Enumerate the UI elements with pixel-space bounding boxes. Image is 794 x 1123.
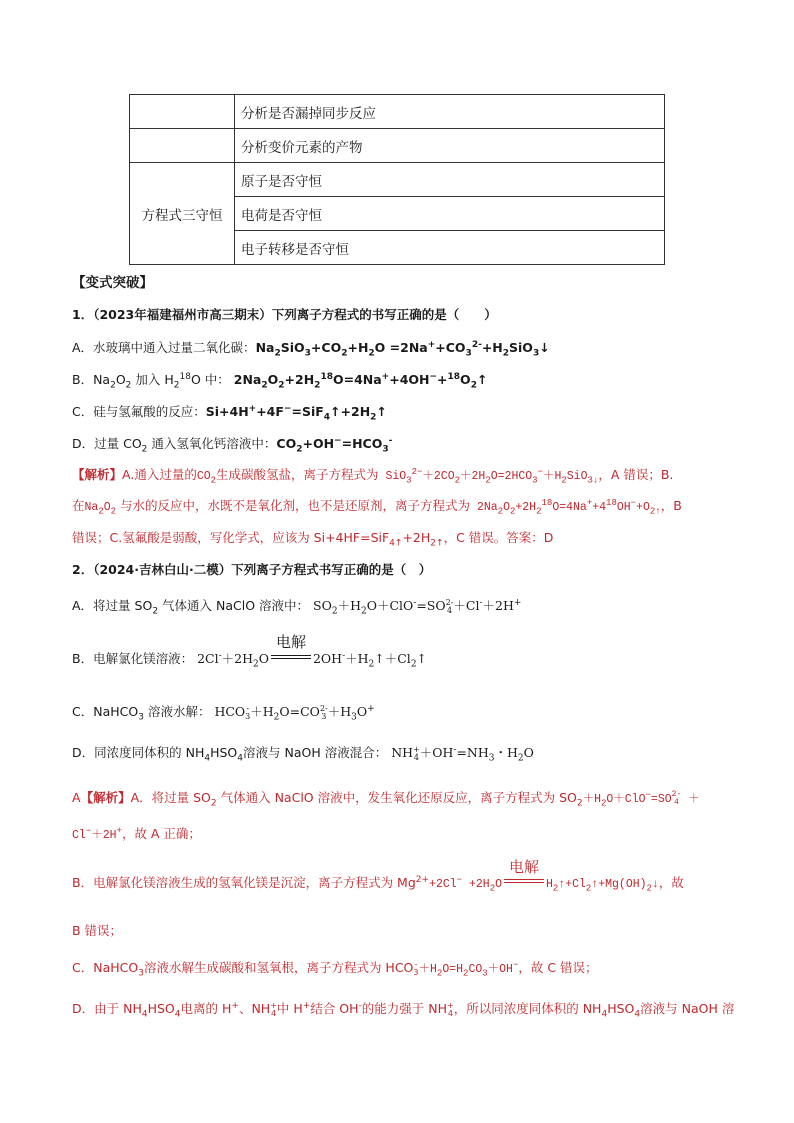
table-cell: 分析变价元素的产物 [235,129,665,163]
table-row [130,95,665,129]
q1-analysis-line3: 错误；C.氢氟酸是弱酸，写化学式，应该为 $Si+4HF=SiF_{4↑}+2H_{2↑}$，C 错误。答案：D [72,530,554,549]
table-cell-empty [130,129,235,163]
electrolysis-condition: 电解 [269,651,313,666]
q1-option-d: D．过量 $CO_2$ 通入氢氧化钙溶液中：$CO_2+OH^-=HCO_3^-$ [72,435,393,455]
q2-option-c: C．NaHCO$_3$ 溶液水解： HCO - 3 $+H_2O=CO$ 2- 3 $+H_3O^+$ [72,703,375,723]
table-category-cell: 方程式三守恒 [130,163,235,265]
q2-analysis-a-cont: Cl−＋2H+，故 A 正确； [72,826,201,842]
section-title: 【变式突破】 [72,275,153,291]
table-cell-empty [130,95,235,129]
q1-analysis-line1: 【解析】A.通入过量的$CO_2$生成碳酸氢盐，离子方程式为 $SiO_3^{2-}+2CO_2+2H_2O=2HCO_3^-+H_2SiO_{3↓}$，A 错误；B. [72,467,674,486]
q2-option-a: A．将过量 $SO_2$ 气体通入 NaClO 溶液中： $SO_2+H_2O+ClO^-=SO$ 2- 4 ＋Cl-＋2H+ [72,597,522,617]
q1-analysis-line2: 在$Na_2O_2$ 与水的反应中，水既不是氧化剂，也不是还原剂，离子方程式为 $2Na_2O_2+2H_2^{18}O=4Na^++4^{18}OH^-+O_{2↑}$，B [72,498,682,517]
summary-table [129,94,665,265]
q2-option-d: D．同浓度同体积的 $NH_4HSO_4$溶液与 NaOH 溶液混合： NH + 4 $+OH^-=NH_3$・$H_2O$ [72,744,534,764]
table-cell: 分析是否漏掉同步反应 [235,95,665,129]
q2-analysis-c: C．NaHCO$_3$溶液水解生成碳酸和氢氧根，离子方程式为 HCO - 3 $+H_2O=H_2CO_3+OH^-$，故 C 错误； [72,959,598,979]
q1-option-c: C．硅与氢氟酸的反应：$Si+4H^++4F^-=SiF_4↑+2H_2↑$ [72,403,387,423]
q2-option-b: B．电解氯化镁溶液： $2Cl^-+2H_2O$ 电解 $2OH^-+H_2↑+Cl_2↑$ [72,633,428,670]
table-cell: 电子转移是否守恒 [235,231,665,265]
q2-analysis-b: B．电解氯化镁溶液生成的氢氧化镁是沉淀，离子方程式为 $Mg^{2+}+2Cl^- +2H_2O$ 电解 $H_2↑+Cl_2↑+Mg(OH)_2↓$，故 [72,860,684,894]
table-row [130,163,665,197]
table-cell: 电荷是否守恒 [235,197,665,231]
q1-stem: 1．（2023年福建福州市高三期末）下列离子方程式的书写正确的是（ ） [72,307,497,322]
q2-stem: 2．（2024·吉林白山·二模）下列离子方程式书写正确的是（ ） [72,562,432,577]
q1-option-a: A．水玻璃中通入过量二氧化碳：$Na_2SiO_3+CO_2+H_2O$ $=2Na^++CO_3^{2-}+H_2SiO_3↓$ [72,339,550,359]
q2-analysis-a: A【解析】A．将过量 $SO_2$ 气体通入 NaClO 溶液中，发生氧化还原反应，离子方程式为 $SO_2+H_2O+ClO^-=SO$ 2- 4 ＋ [72,789,700,809]
table-row [130,129,665,163]
q1-option-b: B．$Na_2O_2$ 加入 $H_2^{18}O$ 中： $2Na_2O_2+2H_2^{18}O=4Na^++4OH^-+^{18}O_2↑$ [72,371,488,391]
q2-analysis-b-cont: B 错误； [72,923,123,938]
table-cell: 原子是否守恒 [235,163,665,197]
q2-analysis-d: D．由于 $NH_4HSO_4$电离的 H+、NH + 4 中 H+结合 OH-的能力强于 NH + 4 ，所以同浓度同体积的 $NH_4HSO_4$溶液与 NaOH 溶 [72,1000,735,1020]
